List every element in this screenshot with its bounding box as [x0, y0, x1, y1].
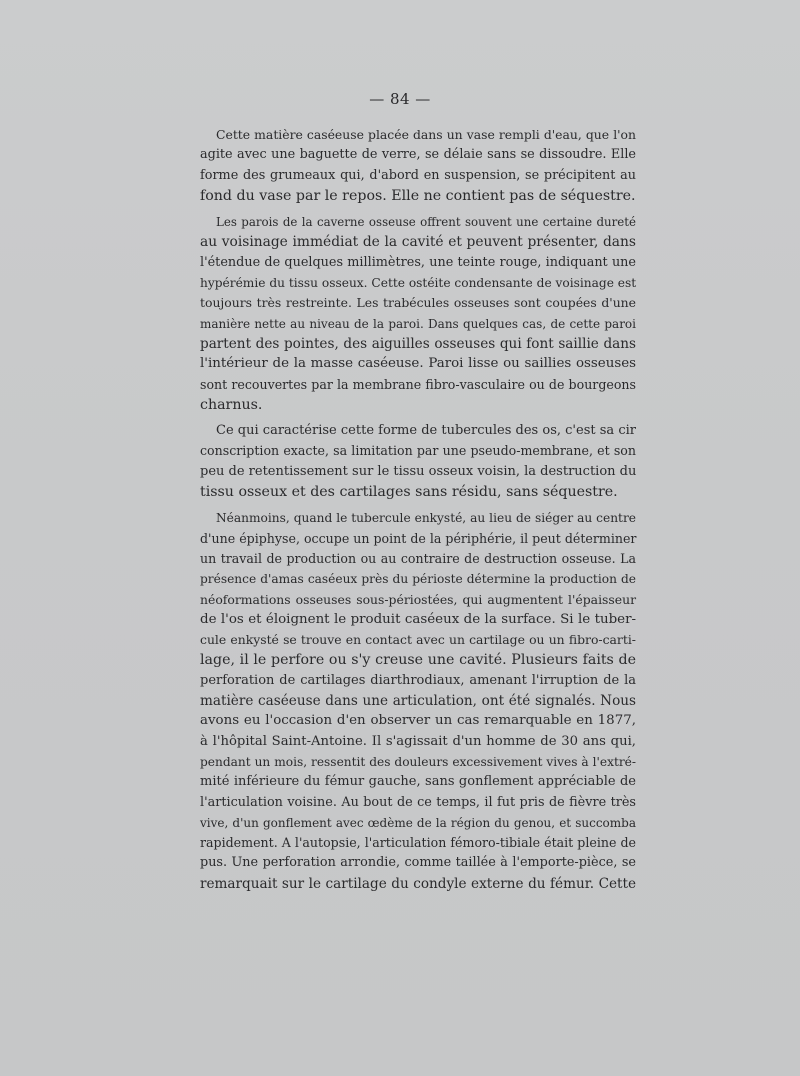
text-line: tissu osseux et des cartilages sans résidu, sans séquestre. [200, 484, 618, 501]
text-line: Ce qui caractérise cette forme de tubercules des os, c'est sa cir [216, 423, 636, 439]
text-line: cule enkysté se trouve en contact avec un cartilage ou un fibro-carti- [200, 632, 636, 648]
text-line: remarquait sur le cartilage du condyle externe du fémur. Cette [200, 875, 636, 892]
text-line: l'étendue de quelques millimètres, une teinte rouge, indiquant une [200, 254, 636, 270]
paragraph-cavern-walls [200, 212, 636, 415]
text-line: lage, il le perfore ou s'y creuse une cavité. Plusieurs faits de [200, 652, 636, 669]
text-line: conscription exacte, sa limitation par une pseudo-membrane, et son [200, 443, 636, 459]
text-line: présence d'amas caséeux près du périoste détermine la production de [200, 572, 636, 587]
text-line: néoformations osseuses sous-périostées, qui augmentent l'épaisseur [200, 591, 636, 607]
paragraph-peripheral-tubercle [200, 508, 636, 894]
text-line: pendant un mois, ressentit des douleurs excessivement vives à l'extré- [200, 754, 636, 769]
text-line: forme des grumeaux qui, d'abord en suspension, se précipitent au [200, 167, 636, 183]
text-line: Les parois de la caverne osseuse offrent souvent une certaine dureté [216, 215, 636, 230]
text-line: partent des pointes, des aiguilles osseuses qui font saillie dans [200, 335, 636, 352]
text-line: manière nette au niveau de la paroi. Dans quelques cas, de cette paroi [200, 316, 636, 331]
text-line: vive, d'un gonflement avec œdème de la région du genou, et succomba [200, 815, 636, 830]
text-line: pus. Une perforation arrondie, comme taillée à l'emporte-pièce, se [200, 855, 636, 871]
page-number: — 84 — [369, 90, 431, 108]
text-line: l'intérieur de la masse caséeuse. Paroi lisse ou saillies osseuses [200, 356, 636, 372]
text-line: un travail de production ou au contraire de destruction osseuse. La [200, 550, 636, 566]
text-line: peu de retentissement sur le tissu osseux voisin, la destruction du [200, 463, 637, 479]
text-line: hypérémie du tissu osseux. Cette ostéite condensante de voisinage est [200, 276, 637, 291]
text-line: sont recouvertes par la membrane fibro-vasculaire ou de bourgeons [200, 376, 636, 392]
text-line: agite avec une baguette de verre, se délaie sans se dissoudre. Elle [200, 147, 636, 163]
text-line: mité inférieure du fémur gauche, sans gonflement appréciable de [200, 774, 636, 790]
text-line: d'une épiphyse, occupe un point de la périphérie, il peut déterminer [200, 530, 637, 546]
paragraph-caseous-matter [200, 125, 636, 206]
text-line: matière caséeuse dans une articulation, ont été signalés. Nous [200, 693, 636, 710]
text-line: avons eu l'occasion d'en observer un cas remarquable en 1877, [200, 713, 636, 729]
text-line: rapidement. A l'autopsie, l'articulation fémoro-tibiale était pleine de [200, 835, 636, 851]
text-line: Néanmoins, quand le tubercule enkysté, au lieu de siéger au centre [216, 511, 636, 526]
body-text [200, 125, 636, 900]
text-line: au voisinage immédiat de la cavité et peuvent présenter, dans [200, 234, 636, 251]
text-line: Cette matière caséeuse placée dans un vase rempli d'eau, que l'on [216, 127, 636, 142]
text-line: toujours très restreinte. Les trabécules osseuses sont coupées d'une [200, 295, 636, 311]
text-line: fond du vase par le repos. Elle ne contient pas de séquestre. [200, 187, 636, 204]
paragraph-characteristics [200, 421, 636, 502]
text-line: charnus. [200, 396, 263, 413]
text-line: de l'os et éloignent le produit caséeux de la surface. Si le tuber- [200, 611, 636, 627]
text-line: l'articulation voisine. Au bout de ce temps, il fut pris de fièvre très [200, 794, 636, 810]
text-line: perforation de cartilages diarthrodiaux, amenant l'irruption de la [200, 672, 636, 688]
text-line: à l'hôpital Saint-Antoine. Il s'agissait d'un homme de 30 ans qui, [200, 733, 636, 749]
